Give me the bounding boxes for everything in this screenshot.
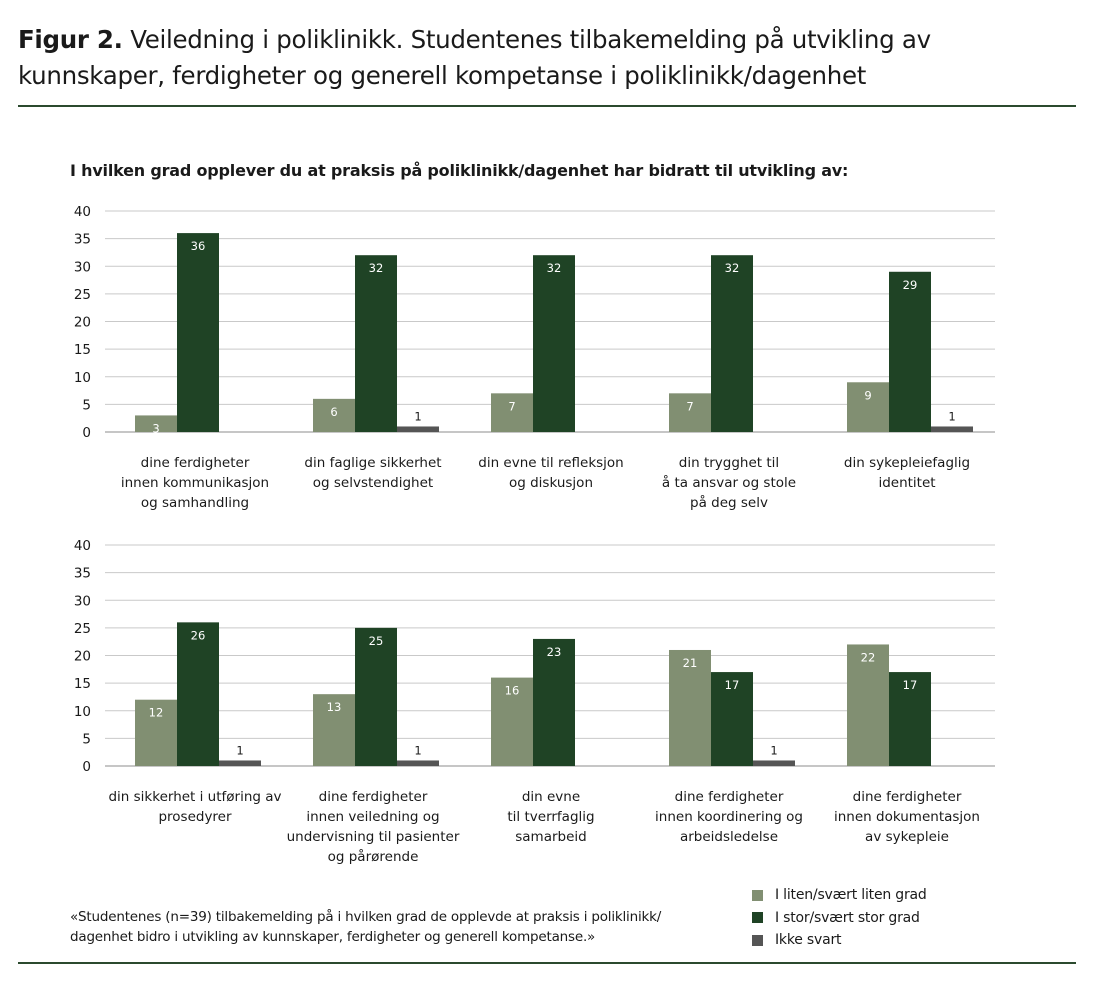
- category-label: din trygghet til: [678, 455, 780, 471]
- y-tick-label: 35: [73, 565, 91, 582]
- y-tick-label: 30: [73, 593, 91, 610]
- data-label: 7: [686, 399, 694, 414]
- y-tick-label: 40: [73, 538, 91, 554]
- bar-high: [889, 272, 931, 432]
- chart-1: [74, 204, 995, 511]
- data-label: 1: [770, 743, 778, 758]
- category-label: og samhandling: [140, 495, 250, 511]
- data-label: 32: [546, 261, 562, 276]
- data-label: 36: [190, 239, 206, 254]
- category-label: innen kommunikasjon: [120, 475, 270, 491]
- data-label: 21: [682, 655, 698, 670]
- category-label: på deg selv: [690, 495, 768, 511]
- legend-item-high: [752, 907, 927, 930]
- data-label: 1: [414, 409, 422, 424]
- y-tick-label: 10: [73, 369, 91, 386]
- category-label: og selvstendighet: [312, 475, 434, 491]
- category-label: dine ferdigheter: [318, 789, 428, 805]
- category-label: din evne til refleksjon: [478, 455, 624, 471]
- y-tick-label: 20: [73, 648, 91, 665]
- category-label: prosedyrer: [158, 809, 232, 825]
- bar-high: [177, 622, 219, 766]
- category-label: samarbeid: [515, 829, 587, 845]
- category-label: din evne: [521, 789, 581, 805]
- data-label: 17: [724, 678, 740, 693]
- data-label: 26: [190, 628, 206, 643]
- data-label: 16: [504, 683, 520, 698]
- category-label: og pårørende: [327, 849, 419, 865]
- y-tick-label: 25: [73, 286, 91, 303]
- data-label: 23: [546, 644, 562, 659]
- y-tick-label: 0: [82, 425, 91, 441]
- category-label: og diskusjon: [508, 475, 594, 491]
- y-tick-label: 40: [73, 204, 91, 220]
- legend-item-none: [752, 929, 927, 952]
- data-label: 1: [948, 409, 956, 424]
- legend: [752, 884, 927, 952]
- data-label: 3: [152, 421, 160, 436]
- category-label: til tverrfaglig: [507, 809, 595, 825]
- legend-swatch-none: [752, 935, 763, 946]
- data-label: 12: [148, 705, 164, 720]
- category-label: innen dokumentasjon: [834, 809, 980, 825]
- footnote: «Studentenes (n=39) tilbakemelding på i hvilken grad de opplevde at praksis i poliklinikk/ dagenhet bidro i utvikling av kunnskaper, ferdigheter og generell kompetanse.»: [70, 909, 662, 945]
- legend-item-low: [752, 884, 927, 907]
- data-label: 7: [508, 399, 516, 414]
- category-label: din sykepleiefaglig: [843, 455, 971, 471]
- bar-none: [753, 760, 795, 766]
- legend-swatch-high: [752, 912, 763, 923]
- chart-2: [74, 538, 995, 865]
- data-label: 17: [902, 678, 918, 693]
- y-tick-label: 20: [73, 314, 91, 331]
- category-label: dine ferdigheter: [140, 455, 250, 471]
- legend-label-high: I stor/svært stor grad: [775, 909, 920, 926]
- y-tick-label: 0: [82, 759, 91, 775]
- bar-none: [219, 760, 261, 766]
- legend-swatch-low: [752, 890, 763, 901]
- figure-label: Figur 2.: [18, 25, 123, 54]
- y-tick-label: 35: [73, 231, 91, 248]
- legend-label-low: I liten/svært liten grad: [775, 887, 927, 904]
- y-tick-label: 5: [82, 397, 91, 414]
- y-tick-label: 15: [73, 676, 91, 693]
- data-label: 13: [326, 700, 342, 715]
- bar-high: [355, 255, 397, 432]
- bottom-divider: [18, 962, 1076, 964]
- data-label: 29: [902, 277, 918, 292]
- category-label: din sikkerhet i utføring av: [108, 789, 282, 805]
- data-label: 1: [414, 743, 422, 758]
- bar-none: [397, 426, 439, 432]
- bar-high: [355, 628, 397, 766]
- bar-high: [177, 233, 219, 432]
- category-label: din faglige sikkerhet: [304, 455, 442, 471]
- data-label: 22: [860, 650, 876, 665]
- category-label: dine ferdigheter: [852, 789, 962, 805]
- bar-none: [397, 760, 439, 766]
- bar-high: [711, 255, 753, 432]
- data-label: 6: [330, 404, 338, 419]
- y-tick-label: 15: [73, 342, 91, 359]
- category-label: identitet: [878, 475, 936, 491]
- y-tick-label: 10: [73, 703, 91, 720]
- figure-title-text: Veiledning i poliklinikk. Studentenes tilbakemelding på utvikling av kunnskaper, ferdigheter og generell kompetanse i poliklinikk/dagenhet: [18, 25, 931, 90]
- category-label: innen veiledning og: [306, 809, 440, 825]
- data-label: 25: [368, 633, 384, 648]
- category-label: innen koordinering og: [655, 809, 803, 825]
- y-tick-label: 25: [73, 620, 91, 637]
- legend-label-none: Ikke svart: [775, 932, 842, 949]
- category-label: av sykepleie: [865, 829, 949, 845]
- category-label: dine ferdigheter: [674, 789, 784, 805]
- data-label: 32: [368, 261, 384, 276]
- category-label: å ta ansvar og stole: [661, 475, 797, 491]
- category-label: arbeidsledelse: [679, 829, 779, 845]
- y-tick-label: 30: [73, 259, 91, 276]
- category-label: undervisning til pasienter: [286, 829, 460, 845]
- bar-none: [931, 426, 973, 432]
- chart-heading: I hvilken grad opplever du at praksis på poliklinikk/dagenhet har bidratt til utvikling av:: [70, 161, 849, 180]
- y-tick-label: 5: [82, 731, 91, 748]
- data-label: 32: [724, 261, 740, 276]
- bar-high: [533, 255, 575, 432]
- data-label: 9: [864, 388, 872, 403]
- data-label: 1: [236, 743, 244, 758]
